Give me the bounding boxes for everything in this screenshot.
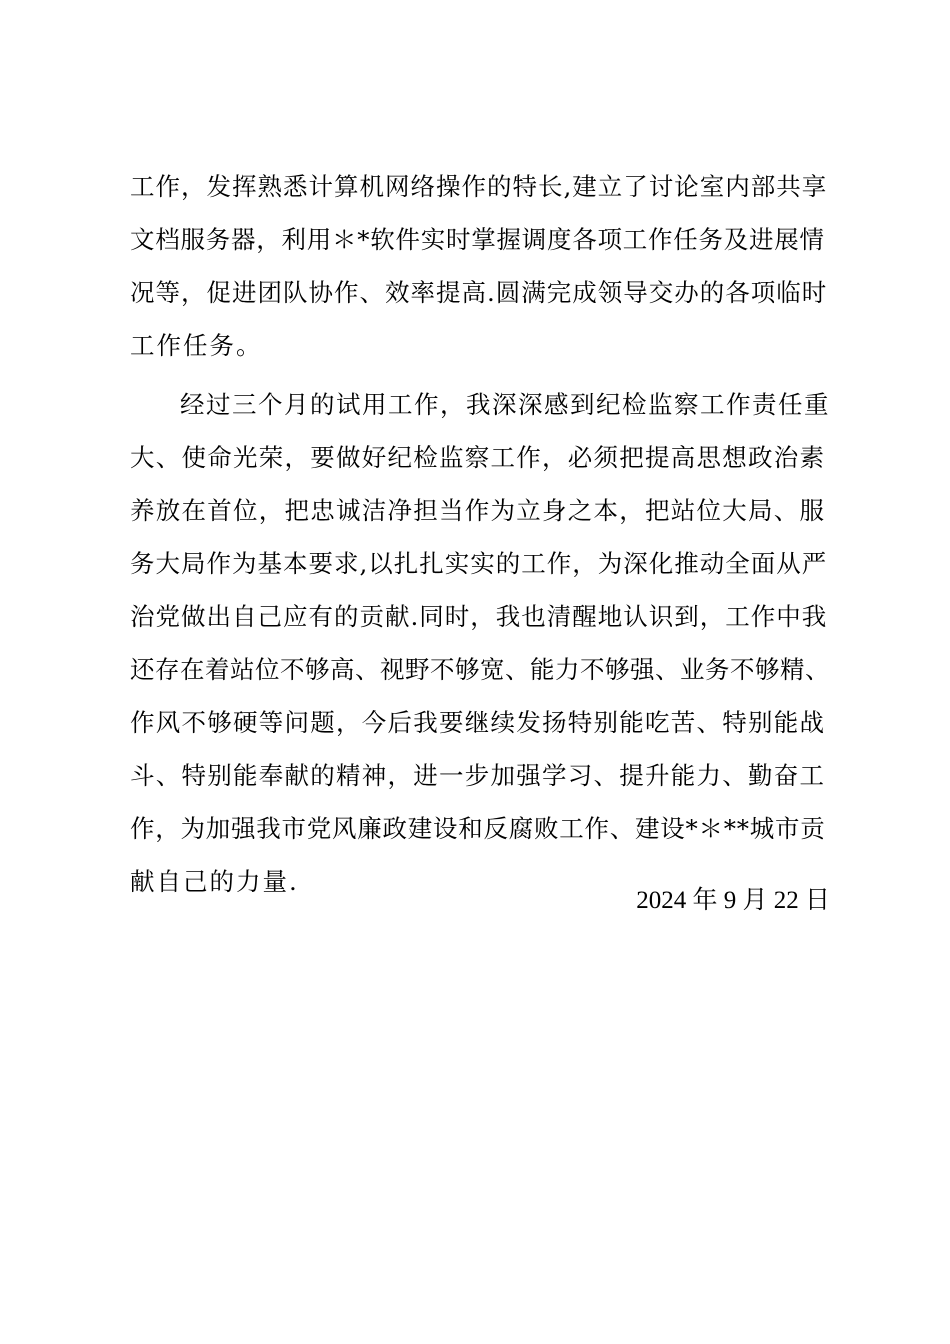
text-line: 养放在首位，把忠诚洁净担当作为立身之本，把站位大局、服 [130, 496, 826, 525]
text-line: 工作任务。 [130, 331, 263, 360]
text-line: 治党做出自己应有的贡献.同时，我也清醒地认识到，工作中我 [130, 602, 828, 631]
text-line: 况等，促进团队协作、效率提高.圆满完成领导交办的各项临时 [130, 278, 828, 307]
document-date: 2024 年 9 月 22 日 [636, 887, 830, 914]
text-line: 大、使命光荣，要做好纪检监察工作，必须把提高思想政治素 [130, 443, 826, 472]
text-line: 斗、特别能奉献的精神，进一步加强学习、提升能力、勤奋工 [130, 761, 826, 790]
paragraph-2 [130, 378, 830, 908]
text-line: 作风不够硬等问题，今后我要继续发扬特别能吃苦、特别能战 [130, 708, 826, 737]
text-line: 文档服务器，利用＊*软件实时掌握调度各项工作任务及进展情 [130, 225, 825, 254]
text-line: 献自己的力量. [130, 867, 299, 896]
text-line: 经过三个月的试用工作，我深深感到纪检监察工作责任重 [180, 390, 830, 419]
text-line: 工作，发挥熟悉计算机网络操作的特长,建立了讨论室内部共享 [130, 172, 828, 201]
text-line: 还存在着站位不够高、视野不够宽、能力不够强、业务不够精、 [130, 655, 830, 684]
paragraph-1 [130, 160, 830, 372]
text-line: 务大局作为基本要求,以扎扎实实的工作，为深化推动全面从严 [130, 549, 828, 578]
text-line: 作，为加强我市党风廉政建设和反腐败工作、建设*＊**城市贡 [130, 814, 826, 843]
